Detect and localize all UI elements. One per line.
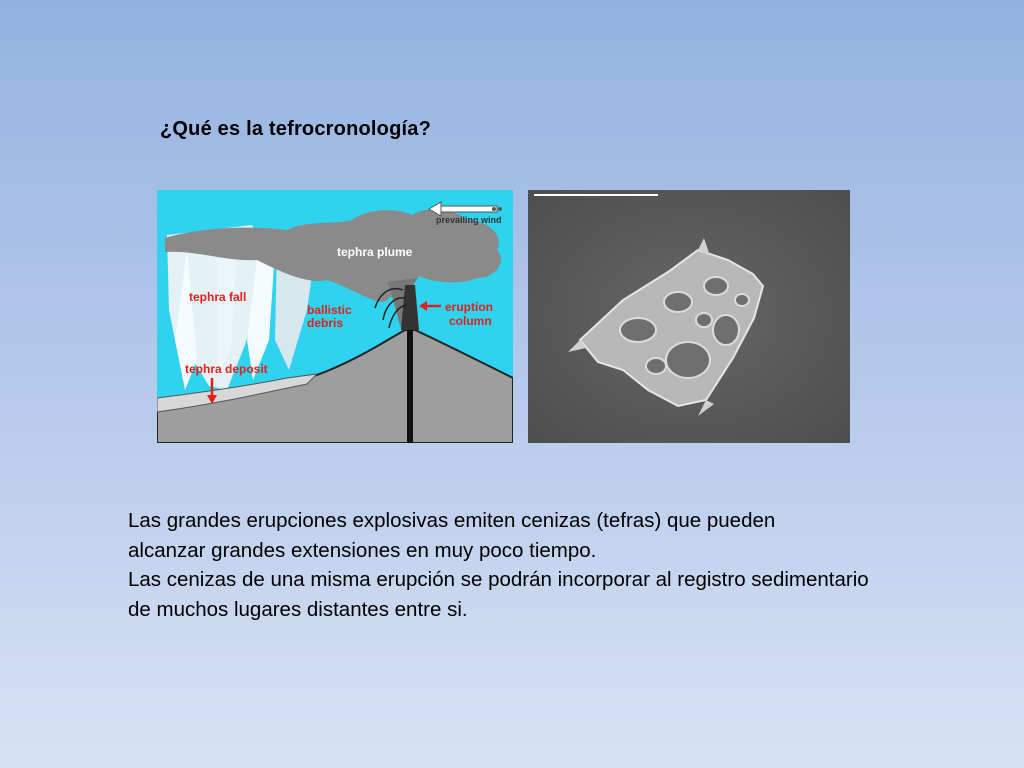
volcano-diagram-svg (157, 190, 513, 443)
paragraph-line-2: alcanzar grandes extensiones en muy poco tiempo. (128, 538, 597, 562)
prevailing-wind-label: prevailing wind (436, 215, 502, 225)
tephra-plume-label: tephra plume (337, 245, 413, 259)
ballistic-debris-label-line2: debris (307, 316, 344, 330)
sem-image-svg (528, 190, 850, 443)
eruption-column-label-line1: eruption (445, 300, 493, 314)
scale-bar (534, 194, 658, 196)
ballistic-debris-label-line1: ballistic (307, 303, 352, 317)
volcano-conduit (407, 330, 413, 443)
tephra-fall-label: tephra fall (189, 290, 247, 304)
eruption-column-label-line2: column (449, 314, 492, 328)
description-paragraph (128, 506, 998, 624)
sem-tephra-shard-image (528, 190, 850, 443)
paragraph-line-4: de muchos lugares distantes entre si. (128, 597, 468, 621)
tephra-deposit-label: tephra deposit (185, 362, 268, 376)
paragraph-line-3: Las cenizas de una misma erupción se podrán incorporar al registro sedimentario (128, 568, 869, 591)
paragraph-line-1: Las grandes erupciones explosivas emiten cenizas (tefras) que pueden (128, 509, 776, 532)
tephra-volcano-diagram (157, 190, 513, 443)
slide-title: ¿Qué es la tefrocronología? (160, 118, 431, 140)
